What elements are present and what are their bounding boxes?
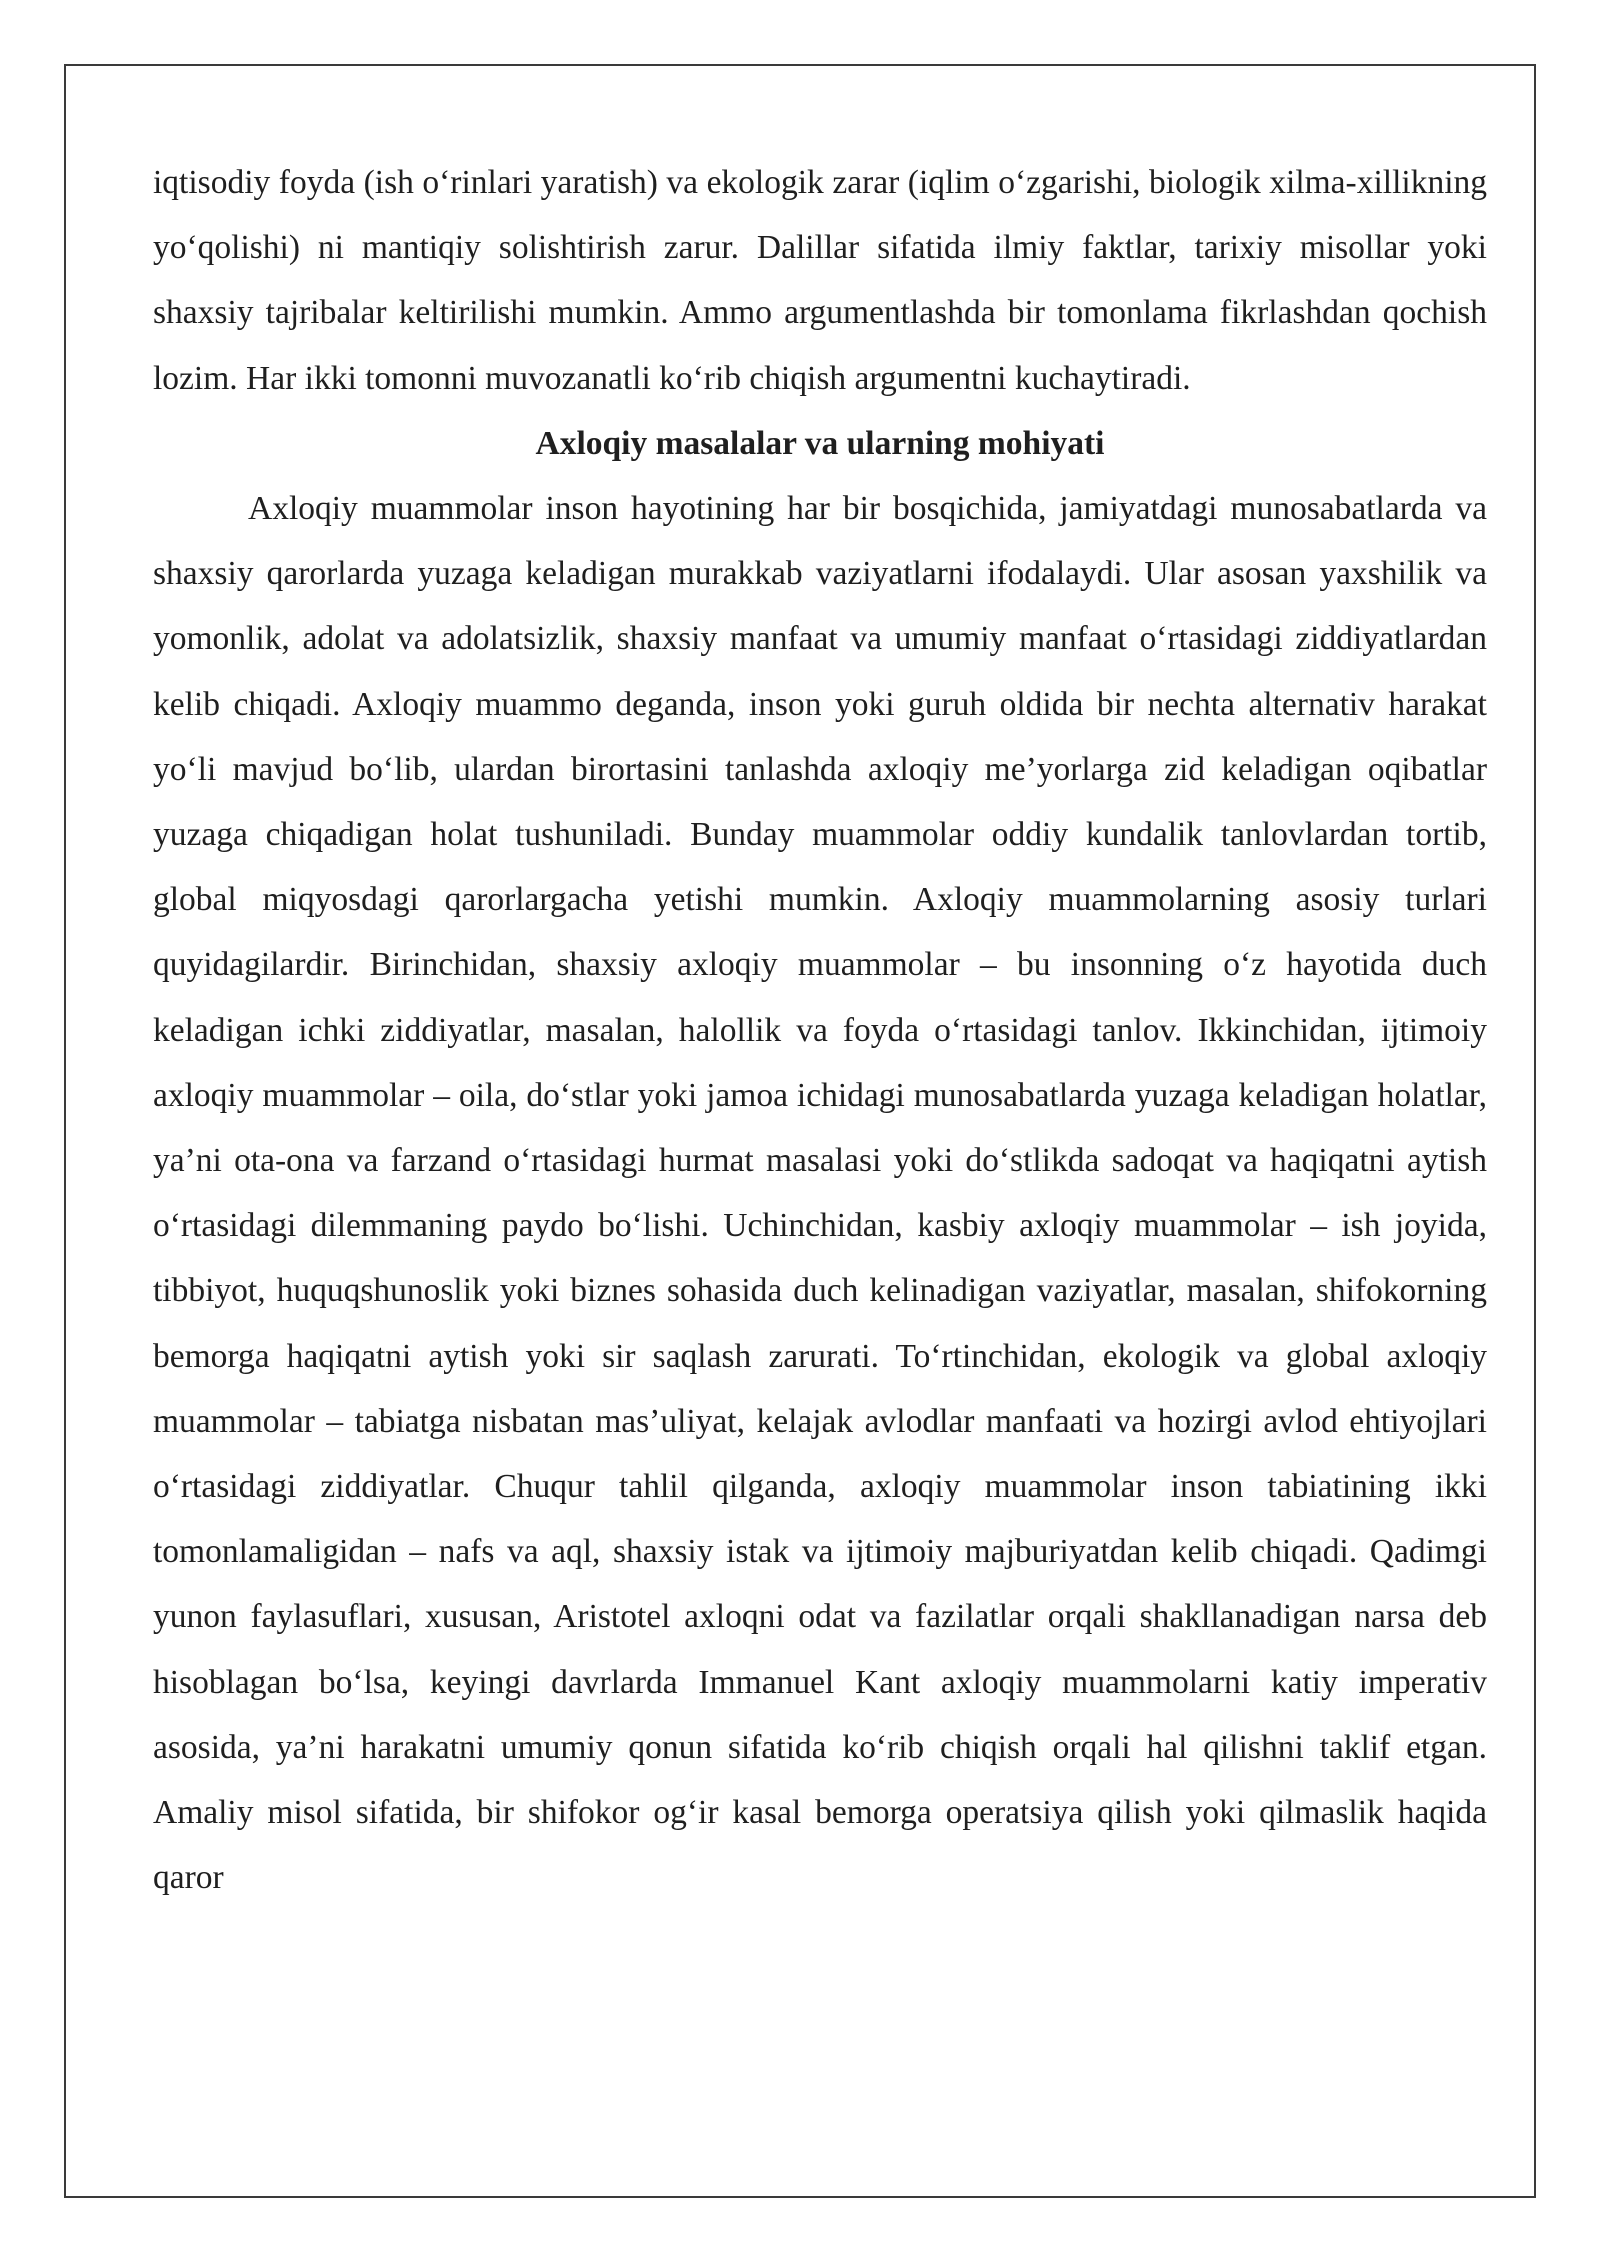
section-heading: Axloqiy masalalar va ularning mohiyati bbox=[535, 424, 1105, 462]
paragraph-main: Axloqiy muammolar inson hayotining har bir bosqichida, jamiyatdagi munosabatlarda va shaxsiy qarorlarda yuzaga keladigan murakkab vaziyatlarni ifodalaydi. Ular asosan yaxshilik va yomonlik, adolat va adolatsizlik, shaxsiy manfaat va umumiy manfaat o‘rtasidagi ziddiyatlardan kelib chiqadi. Axloqiy muammo deganda, inson yoki guruh oldida bir nechta alternativ harakat yo‘li mavjud bo‘lib, ulardan birortasini tanlashda axloqiy me’yorlarga zid keladigan oqibatlar yuzaga chiqadigan holat tushuniladi. Bunday muammolar oddiy kundalik tanlovlardan tortib, global miqyosdagi qarorlargacha yetishi mumkin. Axloqiy muammolarning asosiy turlari quyidagilardir. Birinchidan, shaxsiy axloqiy muammolar – bu insonning o‘z hayotida duch keladigan ichki ziddiyatlar, masalan, halollik va foyda o‘rtasidagi tanlov. Ikkinchidan, ijtimoiy axloqiy muammolar – oila, do‘stlar yoki jamoa ichidagi munosabatlarda yuzaga keladigan holatlar, ya’ni ota-ona va farzand o‘rtasidagi hurmat masalasi yoki do‘stlikda sadoqat va haqiqatni aytish o‘rtasidagi dilemmaning paydo bo‘lishi. Uchinchidan, kasbiy axloqiy muammolar – ish joyida, tibbiyot, huquqshunoslik yoki biznes sohasida duch kelinadigan vaziyatlar, masalan, shifokorning bemorga haqiqatni aytish yoki sir saqlash zarurati. To‘rtinchidan, ekologik va global axloqiy muammolar – tabiatga nisbatan mas’uliyat, kelajak avlodlar manfaati va hozirgi avlod ehtiyojlari o‘rtasidagi ziddiyatlar. Chuqur tahlil qilganda, axloqiy muammolar inson tabiatining ikki tomonlamaligidan – nafs va aql, shaxsiy istak va ijtimoiy majburiyatdan kelib chiqadi. Qadimgi yunon faylasuflari, xususan, Aristotel axloqni odat va fazilatlar orqali shakllanadigan narsa deb hisoblagan bo‘lsa, keyingi davrlarda Immanuel Kant axloqiy muammolarni katiy imperativ asosida, ya’ni harakatni umumiy qonun sifatida ko‘rib chiqish orqali hal qilishni taklif etgan. Amaliy misol sifatida, bir shifokor og‘ir kasal bemorga operatsiya qilish yoki qilmaslik haqida qaror bbox=[153, 490, 1487, 1897]
paragraph-continuation: iqtisodiy foyda (ish o‘rinlari yaratish) va ekologik zarar (iqlim o‘zgarishi, biologik xilma-xillikning yo‘qolishi) ni mantiqiy solishtirish zarur. Dalillar sifatida ilmiy faktlar, tarixiy misollar yoki shaxsiy tajribalar keltirilishi mumkin. Ammo argumentlashda bir tomonlama fikrlashdan qochish lozim. Har ikki tomonni muvozanatli ko‘rib chiqish argumentni kuchaytiradi. bbox=[153, 164, 1487, 397]
document-body bbox=[153, 150, 1487, 1910]
